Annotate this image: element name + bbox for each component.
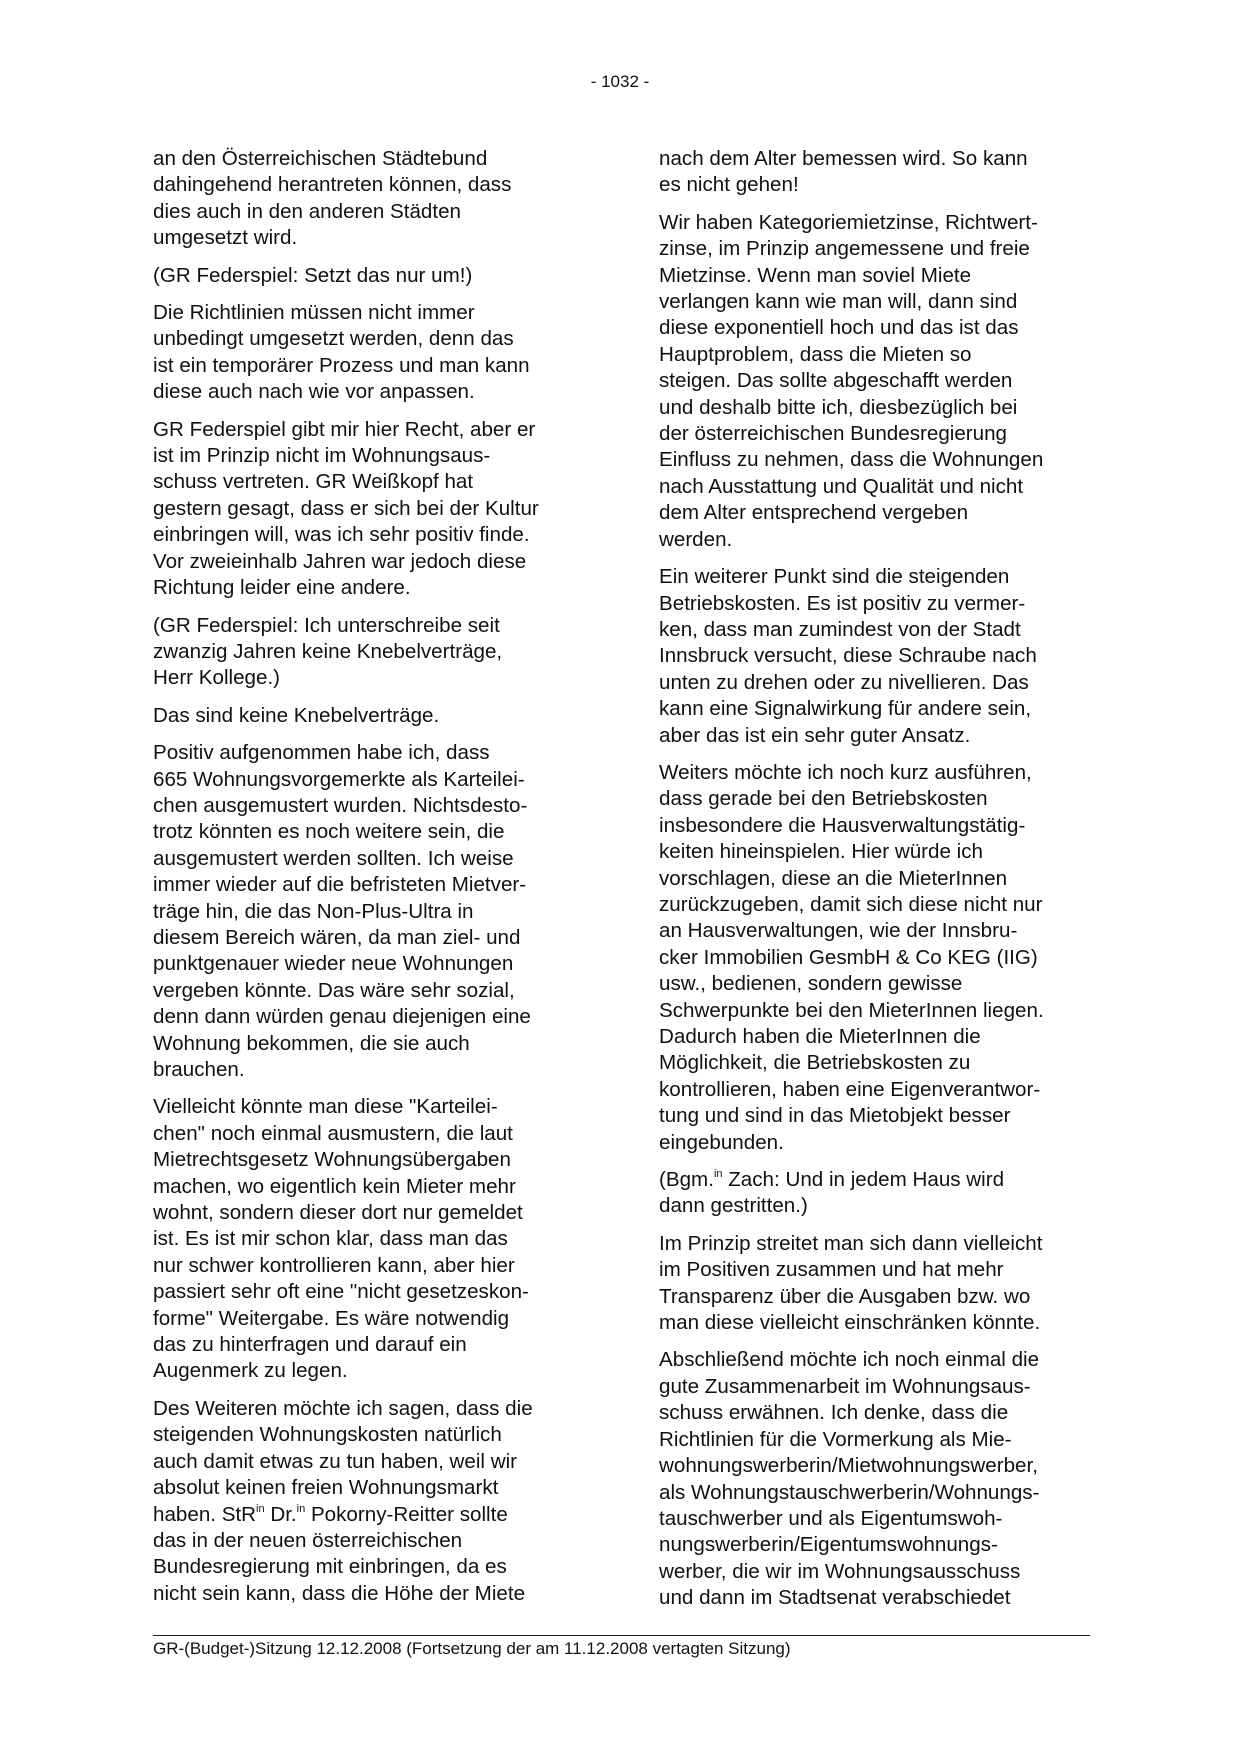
paragraph: [153, 146, 585, 252]
text-line: diese exponentiell hoch und das ist das: [659, 316, 1019, 340]
paragraph: [153, 1094, 585, 1384]
right-interjection: [659, 1167, 1091, 1220]
text-line: zinse, im Prinzip angemessene und freie: [659, 237, 1030, 261]
text-line: kann eine Signalwirkung für andere sein,: [659, 697, 1032, 721]
left-paragraphs: [153, 146, 585, 1385]
text-line: Bundesregierung mit einbringen, da es: [153, 1555, 507, 1579]
text-line: tauschwerber und als Eigentumswoh-: [659, 1506, 1003, 1530]
text-line: machen, wo eigentlich kein Mieter mehr: [153, 1174, 516, 1198]
text-line: nungswerberin/Eigentumswohnungs-: [659, 1533, 998, 1557]
text-line: umgesetzt wird.: [153, 226, 298, 250]
text-line: der österreichischen Bundesregierung: [659, 422, 1008, 446]
text-line: dass gerade bei den Betriebskosten: [659, 787, 988, 811]
text-line: verlangen kann wie man will, dann sind: [659, 290, 1018, 314]
text-line: wohnungswerberin/Mietwohnungswerber,: [659, 1454, 1038, 1478]
paragraph: [659, 564, 1091, 749]
text-line: unbedingt umgesetzt werden, denn das: [153, 327, 514, 351]
text-line: einbringen will, was ich sehr positiv finde.: [153, 523, 530, 547]
text-line: Abschließend möchte ich noch einmal die: [659, 1348, 1040, 1372]
paragraph: [659, 210, 1091, 553]
text-line: Weiters möchte ich noch kurz ausführen,: [659, 760, 1032, 784]
text-line: forme" Weitergabe. Es wäre notwendig: [153, 1306, 510, 1330]
text-line: denn dann würden genau diejenigen eine: [153, 1005, 531, 1029]
text-line: Die Richtlinien müssen nicht immer: [153, 301, 475, 325]
text-line: (GR Federspiel: Setzt das nur um!): [153, 263, 473, 287]
left-column: [153, 146, 585, 1618]
text-line: [153, 1502, 585, 1528]
text-line: als Wohnungstauschwerberin/Wohnungs-: [659, 1480, 1040, 1504]
text-line: punktgenauer wieder neue Wohnungen: [153, 952, 514, 976]
text-line: [659, 1167, 1091, 1193]
text-line: Ein weiterer Punkt sind die steigenden: [659, 565, 1010, 589]
text-line: (GR Federspiel: Ich unterschreibe seit: [153, 613, 500, 637]
text-line: Wohnung bekommen, die sie auch: [153, 1031, 470, 1055]
text-line: Mietzinse. Wenn man soviel Miete: [659, 263, 972, 287]
text-line: im Positiven zusammen und hat mehr: [659, 1258, 1004, 1282]
text-line: Schwerpunkte bei den MieterInnen liegen.: [659, 998, 1044, 1022]
paragraph: [153, 613, 585, 692]
text-line: zwanzig Jahren keine Knebelverträge,: [153, 639, 503, 663]
footer-divider: [153, 1635, 1090, 1636]
text-line: Richtung leider eine andere.: [153, 576, 411, 600]
text-line: gute Zusammenarbeit im Wohnungsaus-: [659, 1374, 1031, 1398]
text-line: träge hin, die das Non-Plus-Ultra in: [153, 899, 474, 923]
text-line: nach dem Alter bemessen wird. So kann: [659, 147, 1028, 170]
text-line: Positiv aufgenommen habe ich, dass: [153, 741, 490, 765]
page-footer: GR-(Budget-)Sitzung 12.12.2008 (Fortsetzung der am 11.12.2008 vertagten Sitzung): [153, 1639, 791, 1658]
text-line: insbesondere die Hausverwaltungstätig-: [659, 813, 1026, 837]
paragraph: [153, 300, 585, 406]
text-line: chen ausgemustert wurden. Nichtsdesto-: [153, 793, 528, 817]
text-line: an Hausverwaltungen, wie der Innsbru-: [659, 919, 1018, 943]
text-line: Vor zweieinhalb Jahren war jedoch diese: [153, 549, 527, 573]
text-line: schuss vertreten. GR Weißkopf hat: [153, 470, 474, 494]
text-fragment: Dr.: [264, 1502, 297, 1526]
text-line: Herr Kollege.): [153, 666, 281, 690]
text-line: eingebunden.: [659, 1130, 784, 1154]
text-line: ist ein temporärer Prozess und man kann: [153, 353, 530, 377]
text-line: Mietrechtsgesetz Wohnungsübergaben: [153, 1148, 511, 1172]
right-paragraphs-b: [659, 1231, 1091, 1612]
text-line: werber, die wir im Wohnungsausschuss: [659, 1559, 1021, 1583]
text-line: werden.: [659, 527, 733, 551]
text-line: passiert sehr oft eine "nicht gesetzeskon-: [153, 1280, 529, 1304]
paragraph: [153, 740, 585, 1083]
text-line: es nicht gehen!: [659, 173, 799, 197]
text-line: Das sind keine Knebelverträge.: [153, 703, 440, 727]
text-line: vergeben könnte. Das wäre sehr sozial,: [153, 978, 515, 1002]
text-line: vorschlagen, diese an die MieterInnen: [659, 866, 1008, 890]
text-line: Transparenz über die Ausgaben bzw. wo: [659, 1284, 1031, 1308]
text-line: diese auch nach wie vor anpassen.: [153, 380, 475, 404]
text-line: nicht sein kann, dass die Höhe der Miete: [153, 1581, 526, 1605]
text-line: an den Österreichischen Städtebund: [153, 147, 488, 170]
text-line: 665 Wohnungsvorgemerkte als Karteilei-: [153, 767, 525, 791]
text-line: trotz könnten es noch weitere sein, die: [153, 820, 505, 844]
text-line: Augenmerk zu legen.: [153, 1359, 348, 1383]
text-line: cker Immobilien GesmbH & Co KEG (IIG): [659, 945, 1038, 969]
text-fragment: (Bgm.: [659, 1168, 714, 1192]
text-line: und deshalb bitte ich, diesbezüglich bei: [659, 395, 1018, 419]
left-paragraph-wohnungskosten: [153, 1396, 585, 1607]
superscript: in: [713, 1168, 723, 1181]
text-line: steigen. Das sollte abgeschafft werden: [659, 369, 1013, 393]
paragraph: [153, 703, 585, 729]
page-number: - 1032 -: [590, 72, 650, 91]
superscript: in: [296, 1502, 306, 1515]
text-line: wohnt, sondern dieser dort nur gemeldet: [153, 1201, 523, 1225]
text-line: unten zu drehen oder zu nivellieren. Das: [659, 670, 1029, 694]
text-line: keiten hineinspielen. Hier würde ich: [659, 840, 983, 864]
text-line: dem Alter entsprechend vergeben: [659, 501, 969, 525]
text-line: Richtlinien für die Vormerkung als Mie-: [659, 1427, 1012, 1451]
text-line: ist im Prinzip nicht im Wohnungsaus-: [153, 444, 491, 468]
text-fragment: Zach: Und in jedem Haus wird: [722, 1168, 1005, 1192]
paragraph: [659, 146, 1091, 199]
text-line: tung und sind in das Mietobjekt besser: [659, 1104, 1011, 1128]
text-line: steigenden Wohnungskosten natürlich: [153, 1423, 502, 1447]
text-line: diesem Bereich wären, da man ziel- und: [153, 925, 521, 949]
text-line: dann gestritten.): [659, 1194, 808, 1218]
text-line: nach Ausstattung und Qualität und nicht: [659, 474, 1024, 498]
text-fragment: Pokorny-Reitter sollte: [305, 1502, 508, 1526]
text-line: das zu hinterfragen und darauf ein: [153, 1333, 467, 1357]
text-line: Dadurch haben die MieterInnen die: [659, 1025, 981, 1048]
text-line: zurückzugeben, damit sich diese nicht nur: [659, 892, 1043, 916]
text-line: usw., bedienen, sondern gewisse: [659, 972, 963, 996]
text-line: auch damit etwas zu tun haben, weil wir: [153, 1449, 518, 1473]
paragraph: [153, 417, 585, 602]
text-line: Möglichkeit, die Betriebskosten zu: [659, 1051, 971, 1075]
paragraph: [659, 1231, 1091, 1337]
text-line: kontrollieren, haben eine Eigenverantwor-: [659, 1077, 1041, 1101]
superscript: in: [256, 1502, 265, 1515]
text-line: brauchen.: [153, 1058, 245, 1081]
text-line: nur schwer kontrollieren kann, aber hier: [153, 1253, 515, 1277]
text-fragment: haben. StR: [153, 1502, 257, 1526]
text-line: ist. Es ist mir schon klar, dass man das: [153, 1227, 508, 1251]
paragraph: [659, 760, 1091, 1156]
text-line: und dann im Stadtsenat verabschiedet: [659, 1586, 1011, 1610]
right-column: [659, 146, 1091, 1623]
text-line: Im Prinzip streitet man sich dann vielleicht: [659, 1231, 1043, 1255]
text-line: Hauptproblem, dass die Mieten so: [659, 342, 972, 366]
text-line: Betriebskosten. Es ist positiv zu vermer-: [659, 591, 1026, 615]
text-line: Innsbruck versucht, diese Schraube nach: [659, 644, 1037, 668]
text-line: ausgemustert werden sollten. Ich weise: [153, 846, 514, 870]
text-line: aber das ist ein sehr guter Ansatz.: [659, 723, 971, 747]
paragraph: [659, 1347, 1091, 1611]
text-line: schuss erwähnen. Ich denke, dass die: [659, 1401, 1009, 1425]
text-line: Einfluss zu nehmen, dass die Wohnungen: [659, 448, 1044, 472]
text-line: man diese vielleicht einschränken könnte.: [659, 1311, 1041, 1335]
text-line: das in der neuen österreichischen: [153, 1528, 463, 1552]
text-line: dies auch in den anderen Städten: [153, 199, 462, 223]
paragraph: [153, 263, 585, 289]
right-paragraphs-a: [659, 146, 1091, 1156]
text-line: Des Weiteren möchte ich sagen, dass die: [153, 1396, 533, 1420]
text-line: GR Federspiel gibt mir hier Recht, aber er: [153, 417, 536, 441]
text-line: chen" noch einmal ausmustern, die laut: [153, 1121, 513, 1145]
text-line: ken, dass man zumindest von der Stadt: [659, 617, 1021, 641]
text-line: gestern gesagt, dass er sich bei der Kultur: [153, 496, 539, 520]
text-line: Wir haben Kategoriemietzinse, Richtwert-: [659, 210, 1038, 234]
text-line: absolut keinen freien Wohnungsmarkt: [153, 1476, 499, 1500]
text-line: immer wieder auf die befristeten Mietver-: [153, 873, 527, 897]
text-line: dahingehend herantreten können, dass: [153, 173, 512, 197]
text-line: Vielleicht könnte man diese "Karteilei-: [153, 1095, 498, 1119]
